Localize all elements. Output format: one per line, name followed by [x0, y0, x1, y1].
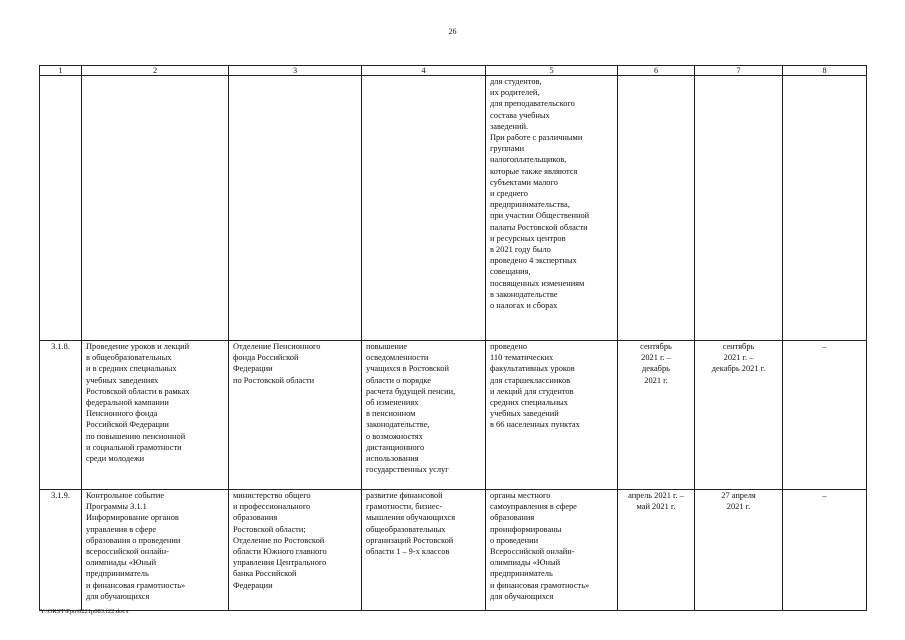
measure-name-cell: Контрольное событие Программы 3.1.1 Информирование органов управления в сфере образования о проведении всероссийской онлайн- олимпиады «Юный предприниматель и финансовая грамотность» для обучающихся — [82, 490, 229, 611]
column-number: 5 — [486, 66, 618, 76]
table-row — [40, 490, 867, 611]
column-number-row — [40, 66, 867, 76]
planned-date-cell: апрель 2021 г. – май 2021 г. — [618, 490, 695, 611]
column-number: 7 — [695, 66, 783, 76]
actual-result-cell: проведено 110 тематических факультативных уроков для старшеклассников и лекций для студентов средних специальных учебных заведений в 66 населенных пунктах — [486, 341, 618, 490]
actual-date-cell: 27 апреля 2021 г. — [695, 490, 783, 611]
column-number: 4 — [362, 66, 486, 76]
table-row — [40, 76, 867, 341]
executor-cell: министерство общего и профессионального образования Ростовской области; Отделение по Ростовской области Южного главного управления Центрального банка Российской Федерации — [229, 490, 362, 611]
planned-date-cell — [618, 76, 695, 341]
actual-result-cell: органы местного самоуправления в сфере образования проинформированы о проведении Всероссийской онлайн- олимпиады «Юный предприниматель и финансовая грамотность» для обучающихся — [486, 490, 618, 611]
document-file-path: Y:\ORST\Ppo\0221p083.f22.docx — [40, 608, 129, 615]
column-number: 6 — [618, 66, 695, 76]
executor-cell — [229, 76, 362, 341]
item-number-cell: 3.1.8. — [40, 341, 82, 490]
column-number: 2 — [82, 66, 229, 76]
expected-result-cell: развитие финансовой грамотности, бизнес- мышления обучающихся общеобразовательных организаций Ростовской области 1 – 9-х классов — [362, 490, 486, 611]
column-number: 8 — [783, 66, 867, 76]
item-number-cell — [40, 76, 82, 341]
note-cell — [783, 76, 867, 341]
planned-date-cell: сентябрь 2021 г. – декабрь 2021 г. — [618, 341, 695, 490]
table-row — [40, 341, 867, 490]
measures-table — [39, 65, 867, 611]
note-cell: – — [783, 490, 867, 611]
expected-result-cell: повышение осведомленности учащихся в Ростовской области о порядке расчета будущей пенсии, об изменениях в пенсионном законодательстве, о возможностях дистанционного использования государственных услуг — [362, 341, 486, 490]
item-number-cell: 3.1.9. — [40, 490, 82, 611]
executor-cell: Отделение Пенсионного фонда Российской Федерации по Ростовской области — [229, 341, 362, 490]
measure-name-cell: Проведение уроков и лекций в общеобразовательных и в средних специальных учебных заведениях Ростовской области в рамках федеральной кампании Пенсионного фонда Российской Федерации по повышению пенсионной и социальной грамотности среди молодежи — [82, 341, 229, 490]
actual-date-cell — [695, 76, 783, 341]
note-cell: – — [783, 341, 867, 490]
column-number: 1 — [40, 66, 82, 76]
expected-result-cell — [362, 76, 486, 341]
page-number: 26 — [448, 27, 457, 36]
actual-date-cell: сентябрь 2021 г. – декабрь 2021 г. — [695, 341, 783, 490]
actual-result-cell: для студентов, их родителей, для преподавательского состава учебных заведений. При работе с различными группами налогоплательщиков, которые также являются субъектами малого и среднего предпринимательства, при участии Общественной палаты Ростовской области и ресурсных центров в 2021 году было проведено 4 экспертных совещания, посвященных изменениям в законодательстве о налогах и сборах — [486, 76, 618, 341]
column-number: 3 — [229, 66, 362, 76]
measure-name-cell — [82, 76, 229, 341]
